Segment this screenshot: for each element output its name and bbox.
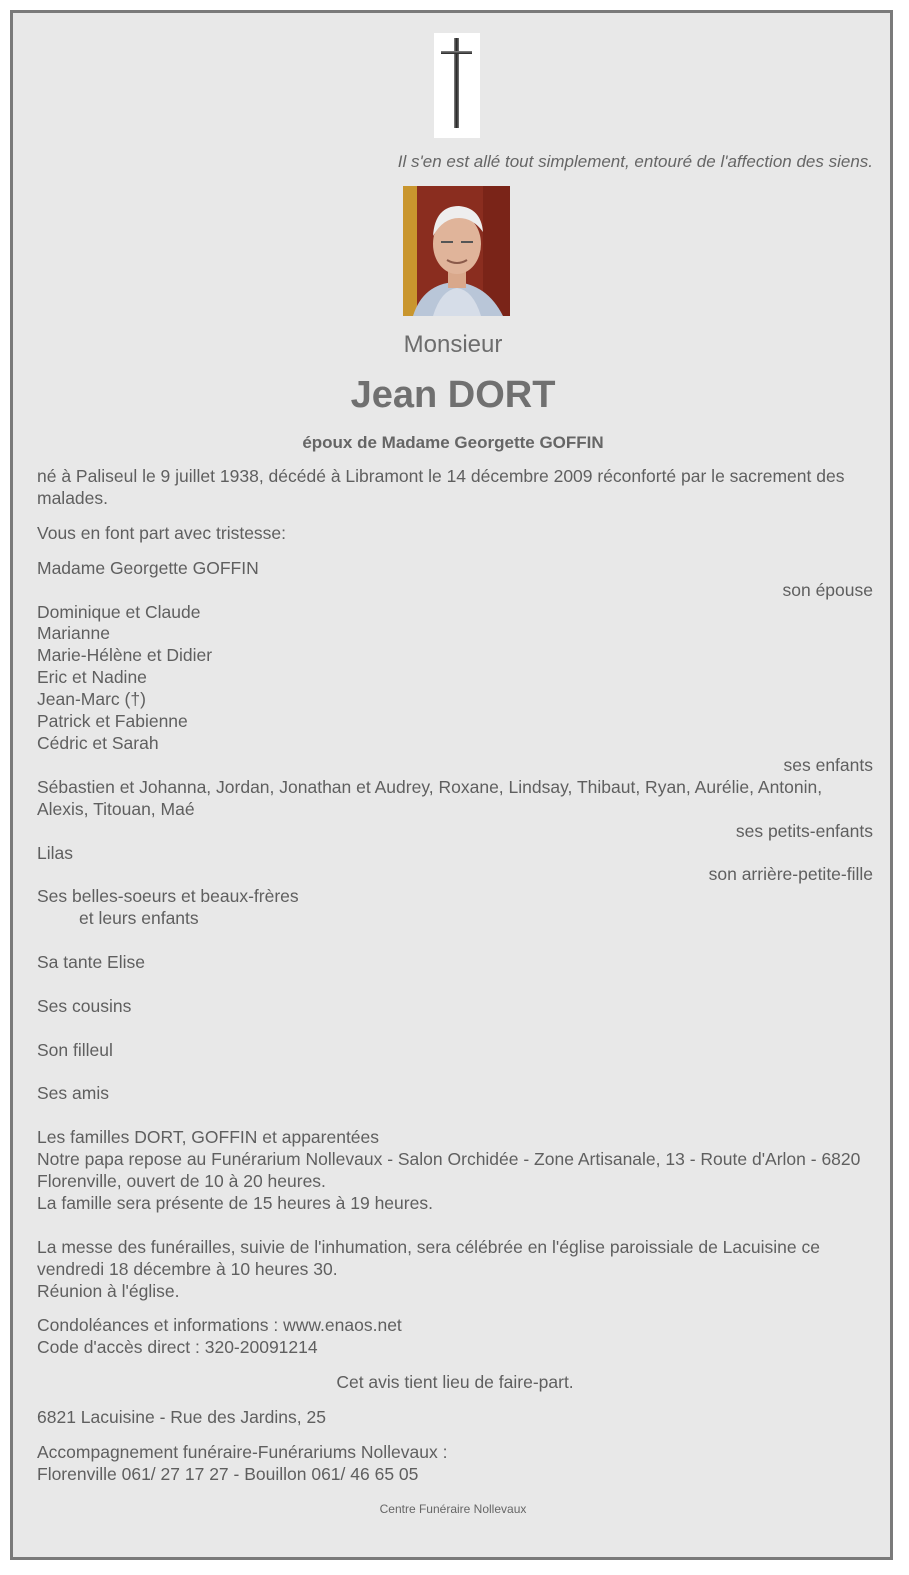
child-entry: Eric et Nadine — [37, 667, 147, 688]
mass-text: La messe des funérailles, suivie de l'inhumation, sera célébrée en l'église paroissiale de Lacuisine ce vendredi 18 décembre à 10 heures 30. — [37, 1236, 820, 1279]
cousins-text: Ses cousins — [37, 995, 132, 1016]
obituary-card — [10, 10, 893, 1560]
child-entry: Marianne — [37, 623, 110, 644]
obituary-body — [37, 466, 873, 1486]
children-role: ses enfants — [783, 754, 873, 775]
funeral-service-text: Accompagnement funéraire-Funérariums Nollevaux : — [37, 1442, 448, 1463]
footer-text: Centre Funéraire Nollevaux — [379, 1502, 527, 1516]
portrait-photo — [403, 186, 510, 316]
child-entry: Patrick et Fabienne — [37, 711, 188, 732]
title-monsieur: Monsieur — [403, 331, 503, 358]
in-laws-text: Ses belles-soeurs et beaux-frères — [37, 886, 299, 907]
address-text: 6821 Lacuisine - Rue des Jardins, 25 — [37, 1407, 326, 1428]
cross-icon — [434, 33, 480, 138]
quote-text: Il s'en est allé tout simplement, entouré de l'affection des siens. — [397, 152, 873, 171]
family-present-text: La famille sera présente de 15 heures à 19 heures. — [37, 1192, 433, 1213]
aunt-text: Sa tante Elise — [37, 952, 145, 973]
spouse-role: son épouse — [782, 579, 873, 600]
spouse-name: Madame Georgette GOFFIN — [37, 557, 259, 578]
child-entry: Dominique et Claude — [37, 601, 201, 622]
condolences-text: Condoléances et informations : www.enaos.net — [37, 1315, 402, 1336]
phones-text: Florenville 061/ 27 17 27 - Bouillon 061/ 46 65 05 — [37, 1463, 419, 1484]
meeting-text: Réunion à l'église. — [37, 1280, 180, 1301]
notice-text: Cet avis tient lieu de faire-part. — [336, 1372, 574, 1393]
spouse-line: époux de Madame Georgette GOFFIN — [302, 433, 604, 452]
child-entry: Jean-Marc (†) — [37, 689, 146, 710]
birth-death-text: né à Paliseul le 9 juillet 1938, décédé à Libramont le 14 décembre 2009 réconforté par le sacrement des malades. — [37, 466, 845, 508]
families-text: Les familles DORT, GOFFIN et apparentées — [37, 1127, 380, 1148]
access-code-text: Code d'accès direct : 320-20091214 — [37, 1337, 318, 1358]
in-laws-children-text: et leurs enfants — [79, 908, 199, 929]
great-grandchild-name: Lilas — [37, 842, 73, 863]
child-entry: Cédric et Sarah — [37, 732, 159, 753]
grandchildren-role: ses petits-enfants — [735, 820, 873, 841]
rests-text: Notre papa repose au Funérarium Nollevaux - Salon Orchidée - Zone Artisanale, 13 - Route d'Arlon - 6820 Florenville, ouvert de 10 à 20 heures. — [37, 1149, 861, 1192]
child-entry: Marie-Hélène et Didier — [37, 645, 213, 666]
godson-text: Son filleul — [37, 1039, 113, 1060]
friends-text: Ses amis — [37, 1083, 109, 1104]
announcement-text: Vous en font part avec tristesse: — [37, 522, 287, 543]
grandchildren-list: Sébastien et Johanna, Jordan, Jonathan et Audrey, Roxane, Lindsay, Thibaut, Ryan, Aurélie, Antonin, Alexis, Titouan, Maé — [37, 776, 823, 819]
deceased-name: Jean DORT — [350, 374, 556, 416]
great-grandchild-role: son arrière-petite-fille — [708, 864, 873, 885]
